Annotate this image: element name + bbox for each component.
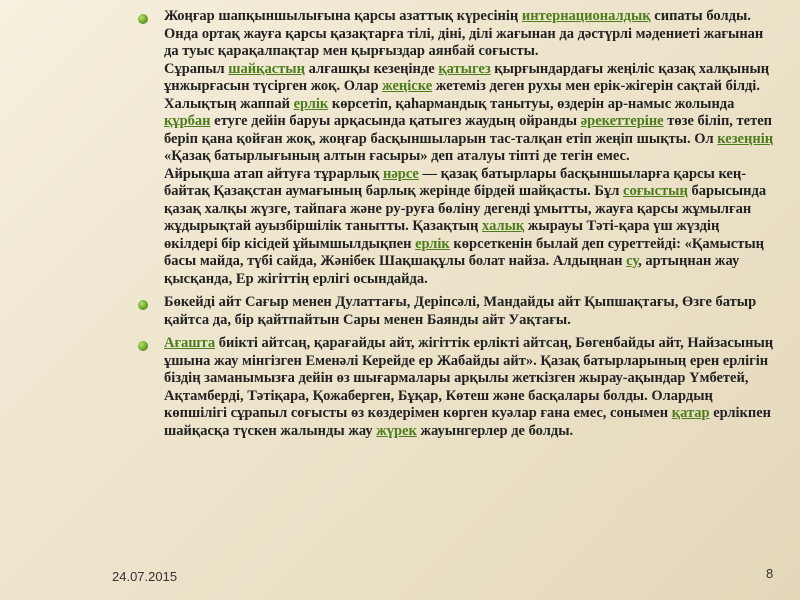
- hyperlink[interactable]: соғыстың: [623, 183, 688, 199]
- paragraph: Айрықша атап айтуға тұрарлық нәрсе — қазақ батырлары басқыншыларға қарсы кең-байтақ Қазақстан аумағының барлық жерінде бірдей шайқасты. Бұл соғыстың барысында қазақ халқы жүзге, тайпаға және ру-руға бөліну дегенді ұмытты, жауға қарсы жұмылған жұдырықтай ауызбіршілік танытты. Қазақтың халық жырауы Тәті-қара үш жүздің өкілдері бір кісідей ұйымшылдықпен ерлік көрсеткенін былай деп суреттейді: «Қамыстың басы майда, түбі сайда, Жәнібек Шақшақұлы болат найза. Алдыңнан су, артыңнан жау қысқанда, Ер жігіттің ерлігі осындайда.: [164, 165, 767, 287]
- bullet-item: [134, 335, 774, 440]
- footer-date: 24.07.2015: [112, 569, 178, 584]
- hyperlink[interactable]: шайқастың: [228, 60, 305, 77]
- hyperlink[interactable]: кезеңнің: [717, 130, 774, 147]
- hyperlink[interactable]: әрекеттеріне: [580, 113, 664, 129]
- hyperlink[interactable]: су: [626, 253, 639, 269]
- paragraph: Сұрапыл шайқастың алғашқы кезеңінде қатыгез қырғындардағы жеңіліс қазақ халқының ұнжырғасын түсірген жоқ. Олар жеңіске жетеміз деген рухы мен ерік-жігерін сақтай білді. Халықтың жаппай ерлік көрсетіп, қаһармандық танытуы, өздерін ар-намыс жолында құрбан етуге дейін баруы арқасында қатыгез жаудың ойранды әрекеттеріне төзе біліп, тетеп беріп қана қойған жоқ, жоңғар басқыншыларын тас-талқан етіп жеңіп шықты. Ол кезеңнің «Қазақ батырлығының алтын ғасыры» деп аталуы тіпті де тегін емес.: [164, 60, 774, 164]
- hyperlink[interactable]: қатар: [671, 405, 710, 421]
- hyperlink[interactable]: құрбан: [164, 113, 211, 129]
- page-number: 8: [766, 566, 774, 581]
- slide-content: [134, 8, 774, 446]
- paragraph: Бөкейді айт Сағыр менен Дулаттағы, Деріпсәлі, Мандайды айт Қыпшақтағы, Өзге батыр қайтса да, бір қайтпайтын Сары менен Баянды айт Уақтағы.: [164, 294, 757, 328]
- hyperlink[interactable]: ерлік: [293, 95, 329, 112]
- hyperlink[interactable]: интернационалдық: [521, 8, 651, 24]
- bullet-item: [134, 8, 774, 288]
- bullet-item: [134, 294, 774, 329]
- hyperlink[interactable]: нәрсе: [382, 165, 419, 182]
- hyperlink[interactable]: қатыгез: [438, 60, 491, 77]
- bullet-dot-icon: [138, 341, 148, 351]
- hyperlink[interactable]: ерлік: [415, 235, 450, 252]
- hyperlink[interactable]: жеңіске: [382, 78, 433, 94]
- hyperlink[interactable]: жүрек: [376, 422, 417, 439]
- bullet-dot-icon: [138, 14, 148, 24]
- paragraph: Жоңғар шапқыншылығына қарсы азаттық күресінің интернационалдық сипаты болды. Онда ортақ жауға қарсы қазақтарға тілі, діні, ділі жағынан да дәстүрлі мәдениеті жағынан да туыс қарақалпақтар мен қырғыздар аянбай соғысты.: [164, 8, 764, 59]
- bullet-dot-icon: [138, 300, 148, 310]
- hyperlink[interactable]: Ағашта: [164, 335, 216, 351]
- paragraph: Ағашта биікті айтсаң, қарағайды айт, жігіттік ерлікті айтсаң, Бөгенбайды айт, Найзасының ұшына жау мінгізген Еменәлі Керейде ер Жабайды айт». Қазақ батырларының ерен ерлігін біздің заманымызға дейін өз шығармалары арқылы жеткізген жырау-ақындар Үмбетей, Ақтамберді, Тәтіқара, Қожаберген, Бұқар, Көтеш және басқалары болды. Олардың көпшілігі сұрапыл соғысты өз көздерімен көрген куәлар ғана емес, сонымен қатар ерлікпен шайқасқа түскен жалынды жау жүрек жауынгерлер де болды.: [164, 335, 774, 439]
- hyperlink[interactable]: халық: [482, 218, 525, 234]
